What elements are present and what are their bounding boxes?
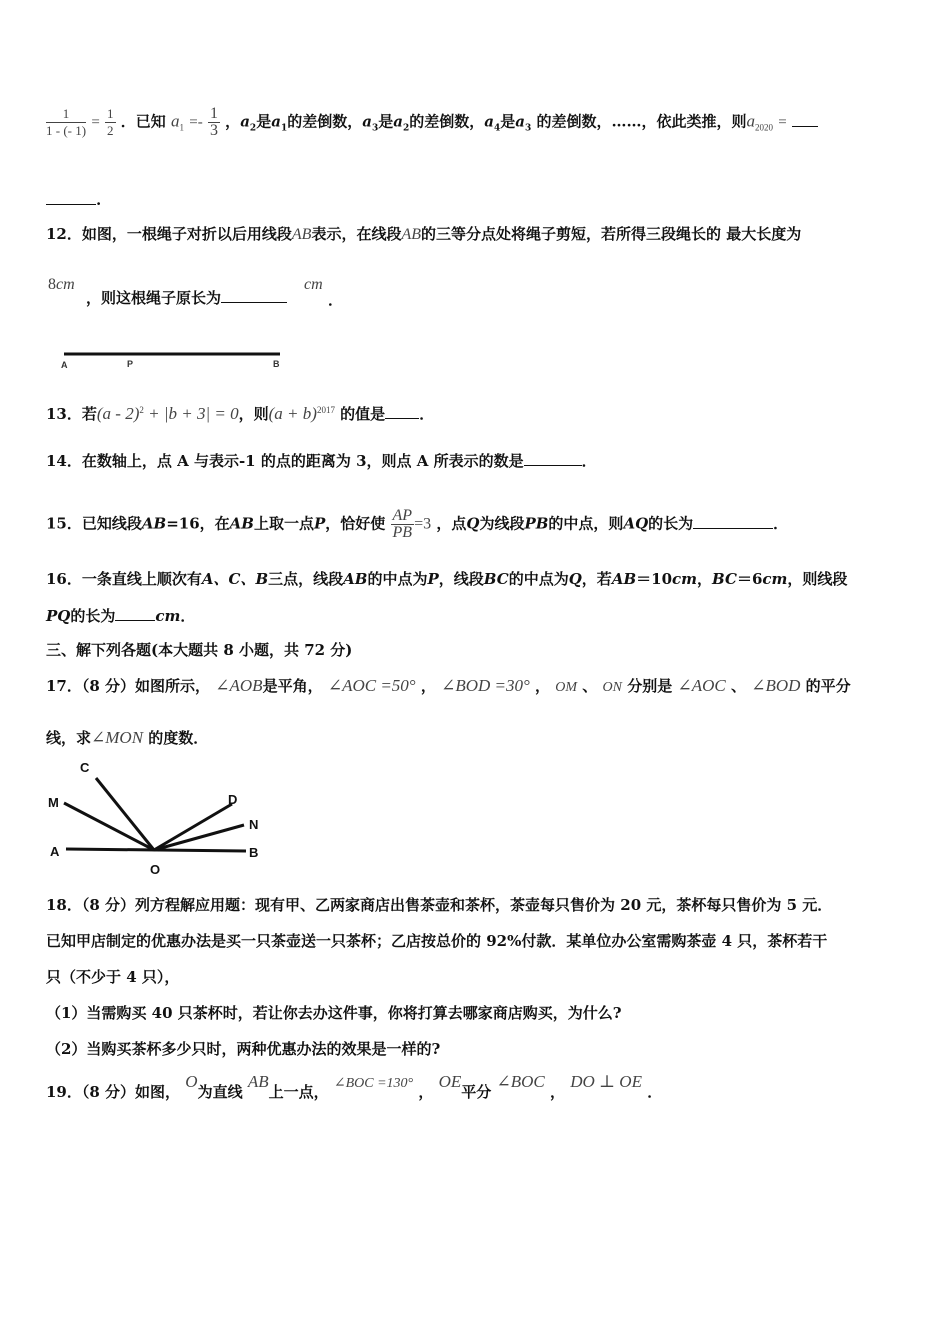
q11-frac2 xyxy=(105,106,116,139)
q17-mon: ∠MON xyxy=(91,728,144,747)
q15-p: P xyxy=(314,514,326,533)
q11-eq2: = xyxy=(778,114,787,131)
q14-blank xyxy=(524,451,582,466)
q19-number: 19．（8 分）如图， xyxy=(46,1083,181,1101)
q11-a4-sub: 4 xyxy=(493,123,501,134)
q16-cm3: cm xyxy=(155,607,181,625)
q16-ab: AB xyxy=(343,570,368,588)
q11-frac2-num: 1 xyxy=(107,106,114,121)
q11-recip: 的差倒数， xyxy=(287,112,363,131)
q13-exp3: 2017 xyxy=(316,405,335,415)
q19-ab: AB xyxy=(247,1072,269,1091)
q15-end: ． xyxy=(773,514,789,533)
q15-q: Q xyxy=(466,514,480,533)
q19-text2: 上一点， xyxy=(268,1083,329,1101)
q16-text-f: ，若 xyxy=(581,570,612,588)
q16-text-c: 的中点为 xyxy=(367,570,428,588)
q16-cm2: cm xyxy=(762,570,788,588)
q13-text2: 的值是 xyxy=(340,405,386,423)
q11-line2 xyxy=(46,190,101,210)
q13-expr3: (a + b) xyxy=(268,404,317,423)
q16-bc2: BC xyxy=(712,570,737,588)
q18-line3 xyxy=(46,967,179,987)
q13-end: ． xyxy=(419,405,435,423)
q17-bod: ∠BOD =30° xyxy=(441,676,530,695)
q15-text2: =16，在 xyxy=(166,514,230,533)
q12-text4: ，则这根绳子原长为 xyxy=(86,289,222,307)
q12-text3: 的三等分点处将绳子剪短，若所得三段绳长的 最大长度为 xyxy=(421,225,802,243)
q16-text-j: ，则线段 xyxy=(787,570,848,588)
q18-subquestion-1: （1）当需购买 40 只茶杯时，若让你去办这件事，你将打算去哪家商店购买，为什么? xyxy=(46,1004,622,1022)
q15-text8: 的长为 xyxy=(648,514,694,533)
q13-blank xyxy=(385,404,419,419)
q15-text3: 上取一点 xyxy=(253,514,314,533)
q17-label-b: B xyxy=(249,845,259,860)
q12-ab2: AB xyxy=(401,226,421,243)
q16-text-b: 三点，线段 xyxy=(268,570,344,588)
q18-text3: 只（不少于 4 只）， xyxy=(46,968,180,986)
q17-label-o: O xyxy=(150,862,161,877)
q12-end: ． xyxy=(328,291,344,309)
q18-subquestion-2: （2）当购买茶杯多少只时，两种优惠办法的效果是一样的? xyxy=(46,1040,441,1058)
q11-a3b-sub: 3 xyxy=(525,123,532,134)
q15-text4: ，恰好使 xyxy=(325,514,386,533)
q14-end: ． xyxy=(581,452,597,470)
q11-a3-sub: 3 xyxy=(371,123,379,134)
q16-pq: PQ xyxy=(46,607,71,625)
q17-label-m: M xyxy=(48,795,59,810)
q15-text5: ，点 xyxy=(436,514,467,533)
q11-tail: 的差倒数，……，依此类推，则 xyxy=(531,112,747,131)
q12-len: 8 xyxy=(48,276,56,293)
q18-line1 xyxy=(46,895,832,915)
q17-om: OM xyxy=(555,680,578,695)
q17-line2 xyxy=(46,728,208,748)
q16-cm1: cm xyxy=(672,570,698,588)
q18-text1: 18．（8 分）列方程解应用题：现有甲、乙两家商店出售茶壶和茶杯，茶壶每只售价为 20 元，茶杯每只售价为 5 元． xyxy=(46,896,833,914)
q17-bod2: ∠BOD xyxy=(751,676,801,695)
q16-end: ． xyxy=(180,607,196,625)
q17-figure xyxy=(46,756,276,880)
q12-unit1: cm xyxy=(56,276,75,293)
q11-a2020: a xyxy=(746,111,755,131)
q11-frac2-den: 2 xyxy=(107,123,114,138)
q11-known-text: ．已知 xyxy=(120,112,166,131)
q15-text6: 为线段 xyxy=(479,514,525,533)
q17-sep1: ， xyxy=(420,677,436,695)
q12-figure xyxy=(58,346,290,372)
q19-text1: 为直线 xyxy=(197,1083,243,1101)
q16-text-d: ，线段 xyxy=(438,570,484,588)
q11-a2b-sub: 2 xyxy=(402,123,410,134)
q16-points: A、C、B xyxy=(201,570,269,588)
q17-sep2: ， xyxy=(535,677,551,695)
q12-unit2: cm xyxy=(304,276,323,293)
q17-text4: 线，求 xyxy=(46,729,92,747)
q17-label-c: C xyxy=(80,760,90,775)
q16-ab2: AB xyxy=(611,570,637,588)
q19-oe: OE xyxy=(438,1072,462,1091)
q18-sub1 xyxy=(46,1003,622,1023)
q11-end: . xyxy=(96,191,102,209)
q11-a3: a xyxy=(362,112,372,131)
q11-eq-minus: =- xyxy=(189,114,203,131)
q12-line1 xyxy=(46,224,801,245)
q15-text7: 的中点，则 xyxy=(548,514,624,533)
q12-text1: 如图，一根绳子对折以后用线段 xyxy=(81,225,292,243)
section-3-title: 三、解下列各题(本大题共 8 小题，共 72 分) xyxy=(46,641,353,659)
q11-a3b: a xyxy=(515,112,525,131)
q11-frac1-num: 1 xyxy=(46,106,86,123)
q15-pb: PB xyxy=(524,514,549,533)
q11-a2020-sub: 2020 xyxy=(755,122,773,133)
q15-text1: 15．已知线段 xyxy=(46,514,142,533)
q13-expr1: (a - 2) xyxy=(96,404,140,423)
q17-label-a: A xyxy=(50,844,60,859)
q11-blank-a xyxy=(792,112,818,127)
q12-end-wrap xyxy=(328,290,343,310)
q15-frac xyxy=(391,508,415,541)
q17-on: ON xyxy=(602,680,622,695)
q19-boc: ∠BOC =130° xyxy=(333,1076,414,1091)
q16-q: Q xyxy=(568,570,582,588)
q19-end: ． xyxy=(647,1083,663,1101)
q17-ray-od xyxy=(154,804,232,850)
q16-p: P xyxy=(427,570,439,588)
q17-label-n: N xyxy=(249,817,259,832)
q11-a1b-sub: 1 xyxy=(280,123,288,134)
q15-frac-den: PB xyxy=(392,524,413,541)
q11-is3: 是 xyxy=(500,112,516,131)
q11-is2: 是 xyxy=(378,112,394,131)
q17-aoc2: ∠AOC xyxy=(677,676,726,695)
q18-line2 xyxy=(46,931,827,951)
q17-dun1: 、 xyxy=(582,677,598,695)
q14-line xyxy=(46,451,597,471)
q17-text3: 的平分 xyxy=(805,677,851,695)
q17-label-d: D xyxy=(228,792,238,807)
q19-sep1: ， xyxy=(418,1083,434,1101)
q19-boc2: ∠BOC xyxy=(496,1072,545,1091)
q19-text3: 平分 xyxy=(461,1083,492,1101)
q17-text5: 的度数． xyxy=(148,729,209,747)
q19-o: O xyxy=(185,1072,198,1091)
q16-text-e: 的中点为 xyxy=(508,570,569,588)
q17-aob: ∠AOB xyxy=(215,676,263,695)
q15-blank xyxy=(693,514,773,529)
q12-text2: 表示，在线段 xyxy=(311,225,402,243)
q15-ab: AB xyxy=(141,514,167,533)
q17-ray-on xyxy=(154,825,244,850)
q11-a2b: a xyxy=(393,112,403,131)
q19-sep2: ， xyxy=(550,1083,566,1101)
q15-eq3: =3 xyxy=(414,515,432,533)
q18-text2: 已知甲店制定的优惠办法是买一只茶壶送一只茶杯；乙店按总价的 92%付款．某单位办公室需购茶壶 4 只，茶杯若干 xyxy=(46,932,828,950)
q11-line xyxy=(46,106,818,139)
q12-label-b: B xyxy=(273,359,280,369)
q16-line1 xyxy=(46,569,847,589)
q11-a1: a xyxy=(171,111,180,131)
q11-is: 是 xyxy=(256,112,272,131)
q16-text-k: 的长为 xyxy=(70,607,116,625)
q11-a1-sub: 1 xyxy=(179,122,184,133)
q12-line2b xyxy=(86,288,287,308)
q11-a4: a xyxy=(484,112,494,131)
q17-text2: 分别是 xyxy=(627,677,673,695)
q11-frac3 xyxy=(208,106,220,139)
q19-doe: DO ⊥ OE xyxy=(570,1072,642,1091)
q13-number: 13．若 xyxy=(46,405,97,423)
q15-frac-num: AP xyxy=(392,507,413,524)
q12-ab1: AB xyxy=(291,226,312,243)
q12-number: 12． xyxy=(46,225,82,243)
q19-line xyxy=(46,1072,663,1104)
q12-blank xyxy=(221,288,287,303)
q16-text-a: 16．一条直线上顺次有 xyxy=(46,570,202,588)
q16-text-h: ， xyxy=(697,570,713,588)
q17-ray-om xyxy=(64,803,154,850)
q13-expr2: + |b + 3| = 0 xyxy=(143,404,239,423)
q12-line2 xyxy=(48,274,75,295)
q17-number: 17．（8 分）如图所示， xyxy=(46,677,211,695)
q11-a2-sub: 2 xyxy=(249,123,257,134)
q11-frac1 xyxy=(46,106,86,139)
q13-text1: ，则 xyxy=(238,405,269,423)
q12-unit2-wrap xyxy=(304,274,323,295)
q11-a1b: a xyxy=(271,112,281,131)
q13-line xyxy=(46,400,434,424)
q15-ab2: AB xyxy=(229,514,254,533)
q11-recip2: 的差倒数， xyxy=(409,112,485,131)
q11-eq: = xyxy=(91,114,100,131)
q15-aq: AQ xyxy=(623,514,649,533)
q18-sub2 xyxy=(46,1039,440,1059)
q12-label-p: P xyxy=(127,359,134,369)
q16-line2 xyxy=(46,606,195,626)
q11-frac3-num: 1 xyxy=(209,105,218,122)
q17-ray-oc xyxy=(96,778,154,850)
q11-comma: ， xyxy=(225,112,241,131)
q11-frac1-den: 1 - (- 1) xyxy=(46,123,87,138)
q17-dun2: 、 xyxy=(730,677,746,695)
q16-bc: BC xyxy=(483,570,509,588)
q11-a2: a xyxy=(240,112,250,131)
q15-line xyxy=(46,508,788,541)
q13-exp1: 2 xyxy=(139,405,144,415)
section-3-heading xyxy=(46,640,352,660)
q11-frac3-den: 3 xyxy=(209,122,218,139)
q16-blank xyxy=(115,606,155,621)
q17-line1 xyxy=(46,676,851,698)
q14-text: 14．在数轴上，点 A 与表示-1 的点的距离为 3，则点 A 所表示的数是 xyxy=(46,452,524,470)
q17-aoc: ∠AOC =50° xyxy=(327,676,416,695)
q11-blank-b xyxy=(46,190,96,205)
q16-text-i: ＝6 xyxy=(736,570,763,588)
q12-label-a: A xyxy=(61,360,68,370)
q17-text1: 是平角， xyxy=(262,677,323,695)
q16-text-g: ＝10 xyxy=(636,570,673,588)
